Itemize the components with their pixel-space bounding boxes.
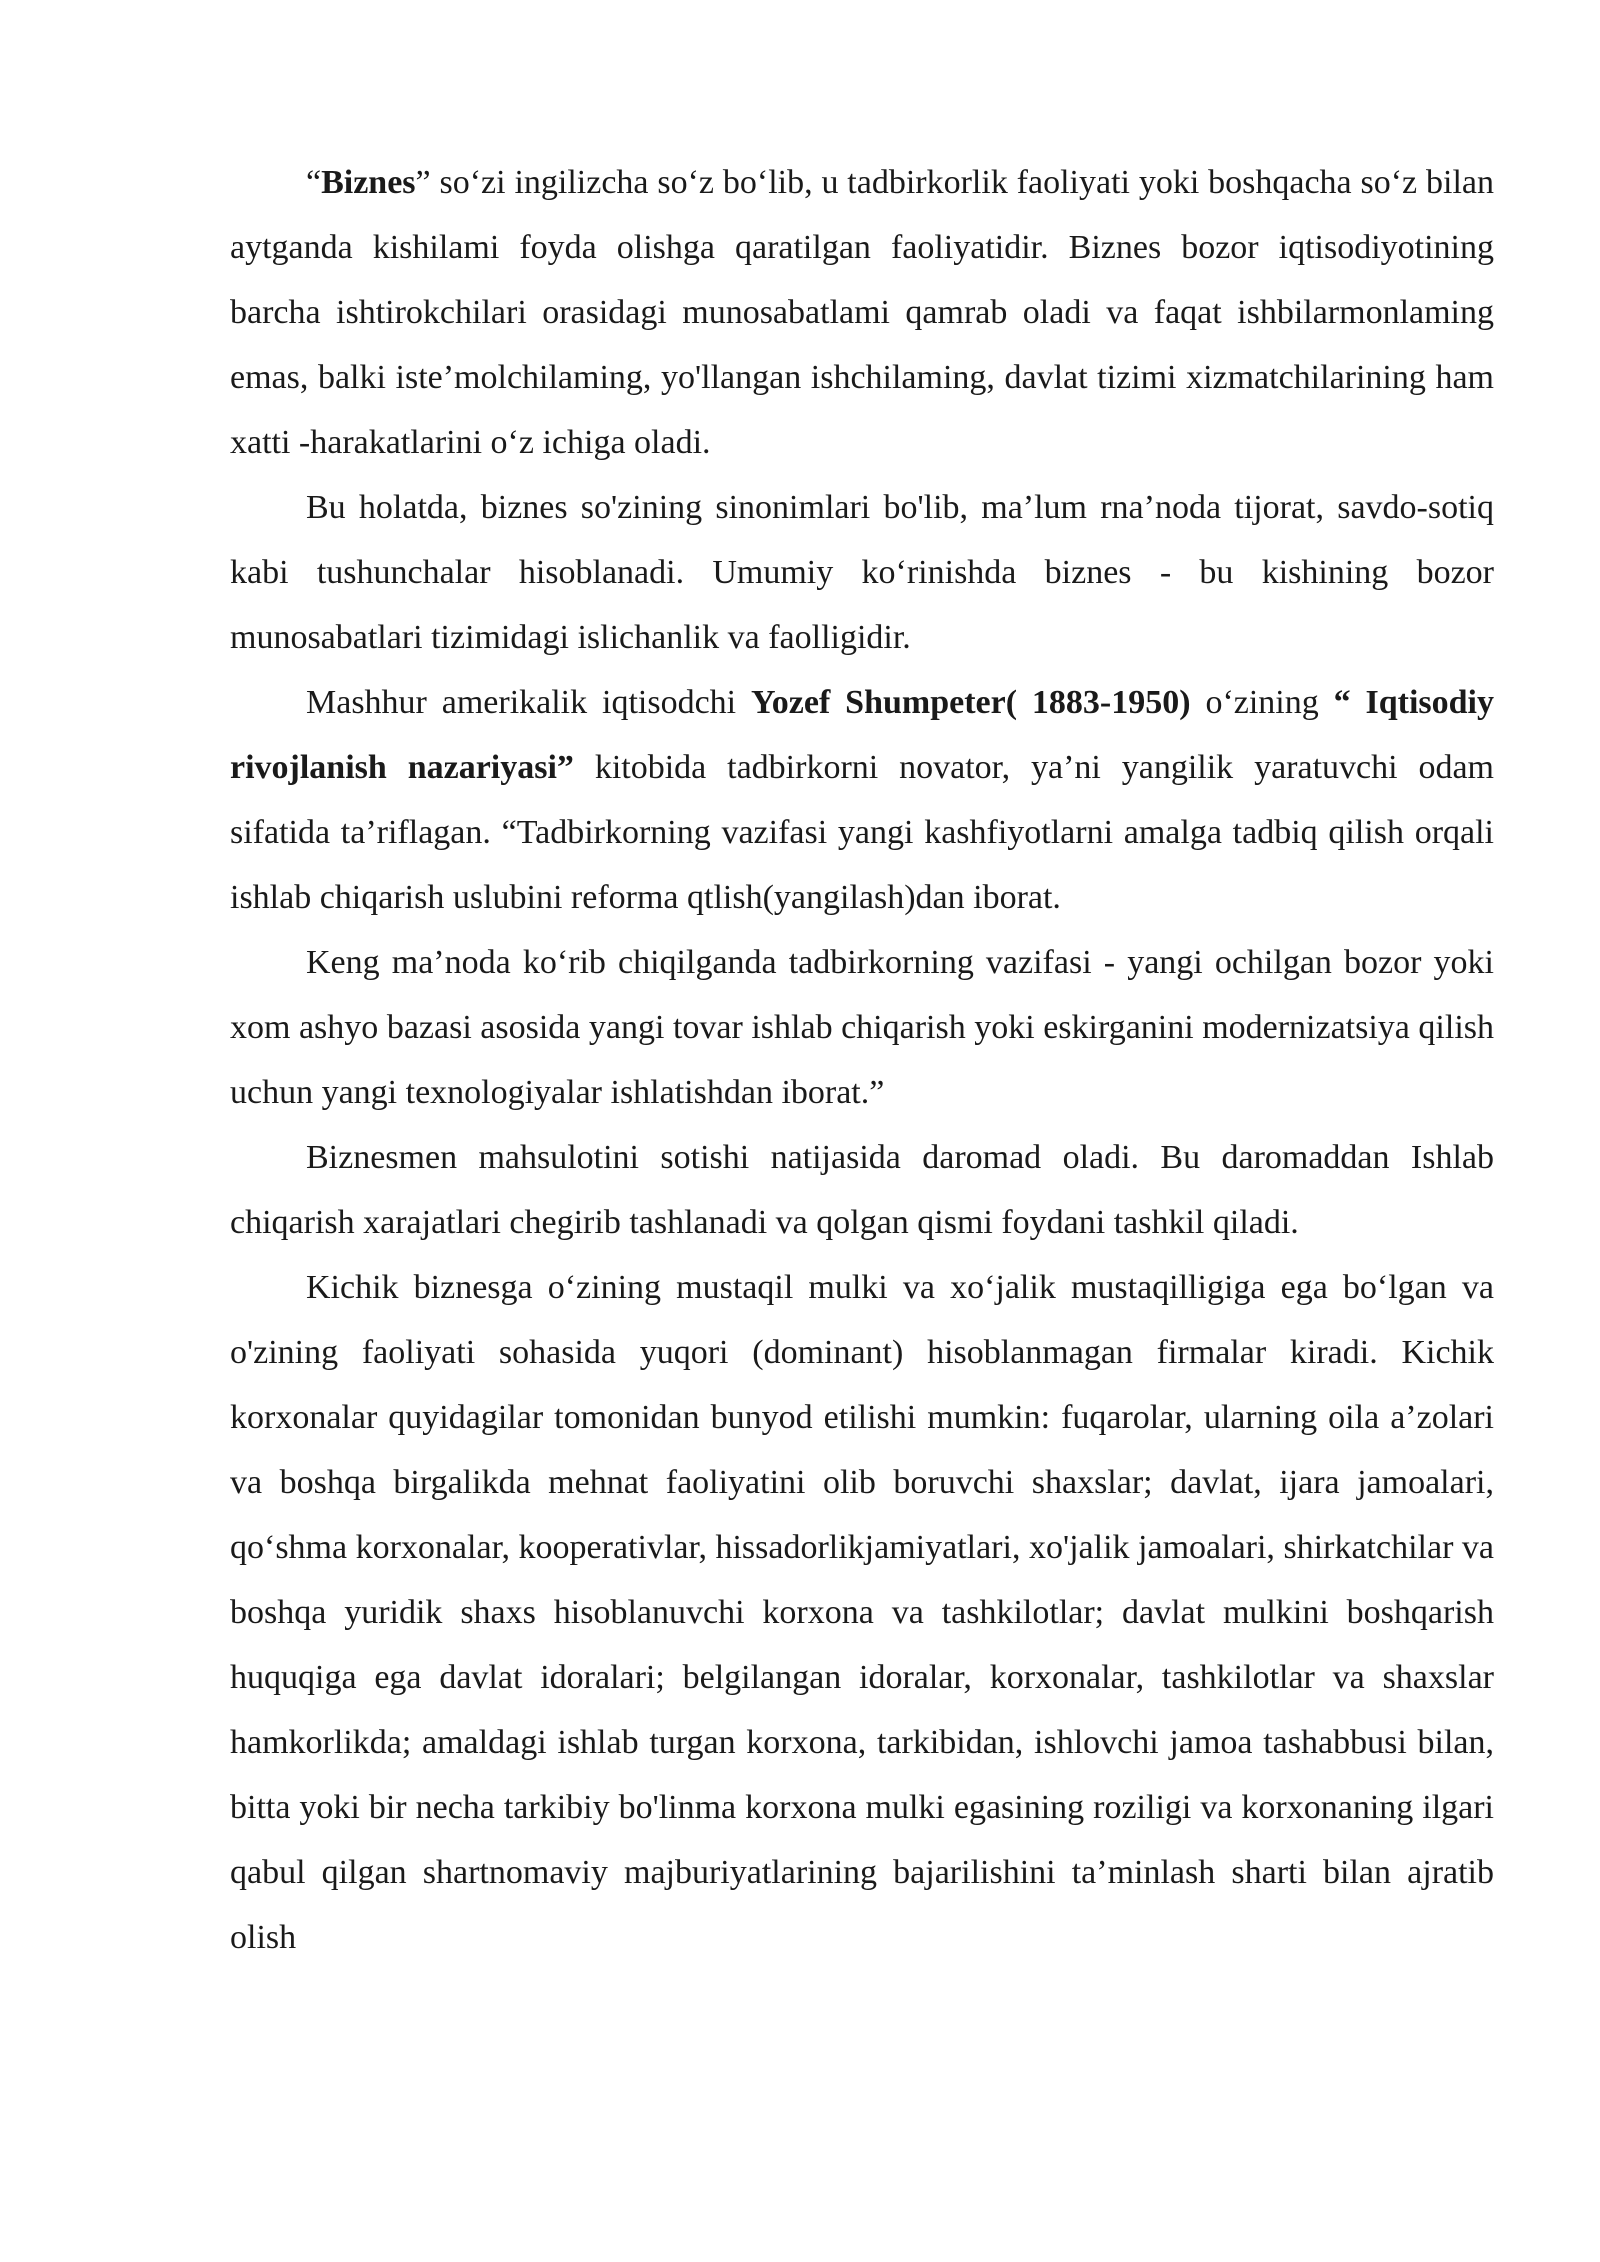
document-body [230,150,1494,1970]
paragraph-text: ” so‘zi ingilizcha so‘z bo‘lib, u tadbirkorlik faoliyati yoki boshqacha so‘z bilan aytganda kishilami foyda olishga qaratilgan faoliyatidir. Biznes bozor iqtisodiyotining barcha ishtirokchilari orasidagi munosabatlami qamrab oladi va faqat ishbilarmonlaming emas, balki iste’molchilaming, yo'llangan ishchilaming, davlat tizimi xizmatchilarining ham xatti -harakatlarini o‘z ichiga oladi. [230,164,1494,461]
term-biznes: Biznes [321,164,416,201]
paragraph-text: o‘zining [1190,684,1334,721]
opening-quote: “ [306,164,322,201]
paragraph-shumpeter [230,670,1494,930]
paragraph-text: Bu holatda, biznes so'zining sinonimlari bo'lib, ma’lum rna’noda tijorat, savdo-sotiq kabi tushunchalar hisoblanadi. Umumiy ko‘rinishda biznes - bu kishining bozor munosabatlari tizimidagi islichanlik va faolligidir. [230,489,1494,656]
paragraph-entrepreneur-task [230,930,1494,1125]
paragraph-text: kitobida tadbirkorni novator, ya’ni yangilik yaratuvchi odam sifatida ta’riflagan. “Tadbirkorning vazifasi yangi kashfiyotlarni amalga tadbiq qilish orqali ishlab chiqarish uslubini reforma qtlish(yangilash)dan iborat. [230,749,1494,916]
paragraph-small-business [230,1255,1494,1970]
paragraph-text: Kichik biznesga o‘zining mustaqil mulki va xo‘jalik mustaqilligiga ega bo‘lgan va o'zining faoliyati sohasida yuqori (dominant) hisoblanmagan firmalar kiradi. Kichik korxonalar quyidagilar tomonidan bunyod etilishi mumkin: fuqarolar, ularning oila a’zolari va boshqa birgalikda mehnat faoliyatini olib boruvchi shaxslar; davlat, ijara jamoalari, qo‘shma korxonalar, kooperativlar, hissadorlikjamiyatlari, xo'jalik jamoalari, shirkatchilar va boshqa yuridik shaxs hisoblanuvchi korxona va tashkilotlar; davlat mulkini boshqarish huquqiga ega davlat idoralari; belgilangan idoralar, korxonalar, tashkilotlar va shaxslar hamkorlikda; amaldagi ishlab turgan korxona, tarkibidan, ishlovchi jamoa tashabbusi bilan, bitta yoki bir necha tarkibiy bo'linma korxona mulki egasining roziligi va korxonaning ilgari qabul qilgan shartnomaviy majburiyatlarining bajarilishini ta’minlash sharti bilan ajratib olish [230,1269,1494,1956]
paragraph-biznes-definition [230,150,1494,475]
paragraph-text: Keng ma’noda ko‘rib chiqilganda tadbirkorning vazifasi - yangi ochilgan bozor yoki xom ashyo bazasi asosida yangi tovar ishlab chiqarish yoki eskirganini modernizatsiya qilish uchun yangi texnologiyalar ishlatishdan iborat.” [230,944,1494,1111]
paragraph-synonyms [230,475,1494,670]
book-title: “ Iqtisodiy rivojlanish nazariyasi” [230,684,1494,786]
paragraph-text: Mashhur amerikalik iqtisodchi [306,684,751,721]
paragraph-text: Biznesmen mahsulotini sotishi natijasida daromad oladi. Bu daromaddan Ishlab chiqarish xarajatlari chegirib tashlanadi va qolgan qismi foydani tashkil qiladi. [230,1139,1494,1241]
paragraph-businessman-income [230,1125,1494,1255]
author-name: Yozef Shumpeter( 1883-1950) [751,684,1191,721]
